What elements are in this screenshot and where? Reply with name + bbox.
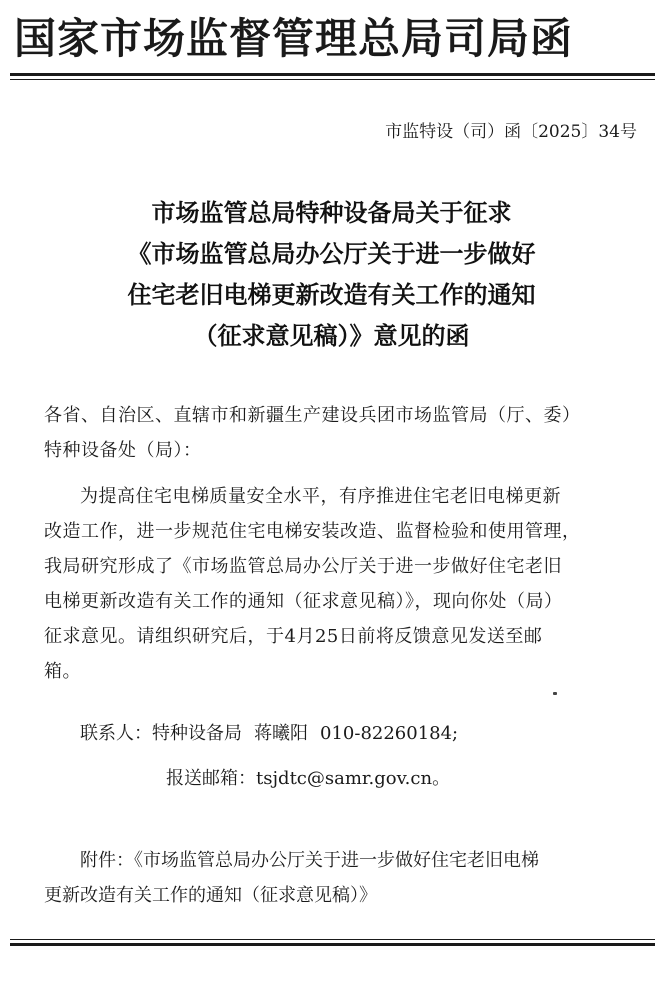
agency-letterhead: 国家市场监督管理总局司局函 bbox=[14, 14, 574, 63]
title-line: 《市场监管总局办公厅关于进一步做好 bbox=[127, 239, 536, 268]
footer-rule-thick bbox=[10, 943, 655, 946]
salutation-line: 各省、自治区、直辖市和新疆生产建设兵团市场监管局（厅、委） bbox=[44, 405, 581, 426]
contact-label: 联系人： bbox=[80, 723, 152, 744]
contact-person: 蒋曦阳 bbox=[254, 723, 308, 744]
document-title bbox=[40, 192, 623, 356]
attachment-line: 更新改造有关工作的通知（征求意见稿）》 bbox=[44, 885, 377, 906]
contact-department: 特种设备局 bbox=[152, 723, 242, 744]
email-label: 报送邮箱： bbox=[166, 768, 256, 789]
footer-rule-thin bbox=[10, 939, 655, 940]
body-paragraph bbox=[44, 479, 644, 689]
contact-phone: 010-82260184; bbox=[320, 723, 459, 744]
email-line bbox=[166, 761, 450, 796]
body-line: 征求意见。请组织研究后，于4月25日前将反馈意见发送至邮 bbox=[44, 626, 543, 647]
salutation-line: 特种设备处（局）： bbox=[44, 440, 202, 461]
title-line: 市场监管总局特种设备局关于征求 bbox=[151, 198, 512, 227]
contact-line bbox=[80, 716, 458, 751]
body-line: 箱。 bbox=[44, 661, 81, 682]
body-line: 电梯更新改造有关工作的通知（征求意见稿）》，现向你处（局） bbox=[44, 591, 563, 612]
letterhead-rule-thick bbox=[10, 73, 655, 76]
attachment bbox=[44, 843, 644, 913]
attachment-line: 附件：《市场监管总局办公厅关于进一步做好住宅老旧电梯 bbox=[80, 850, 539, 871]
email-address: tsjdtc@samr.gov.cn。 bbox=[256, 768, 451, 789]
letterhead-rule-thin bbox=[10, 79, 655, 80]
body-line: 我局研究形成了《市场监管总局办公厅关于进一步做好住宅老旧 bbox=[44, 556, 562, 577]
document-number: 市监特设（司）函〔2025〕34号 bbox=[385, 122, 637, 142]
salutation bbox=[44, 398, 644, 468]
body-line: 为提高住宅电梯质量安全水平，有序推进住宅老旧电梯更新 bbox=[80, 486, 561, 507]
body-line: 改造工作，进一步规范住宅电梯安装改造、监督检验和使用管理， bbox=[44, 521, 581, 542]
title-line: （征求意见稿）》意见的函 bbox=[193, 321, 470, 350]
title-line: 住宅老旧电梯更新改造有关工作的通知 bbox=[127, 280, 536, 309]
scan-speck bbox=[553, 692, 557, 695]
